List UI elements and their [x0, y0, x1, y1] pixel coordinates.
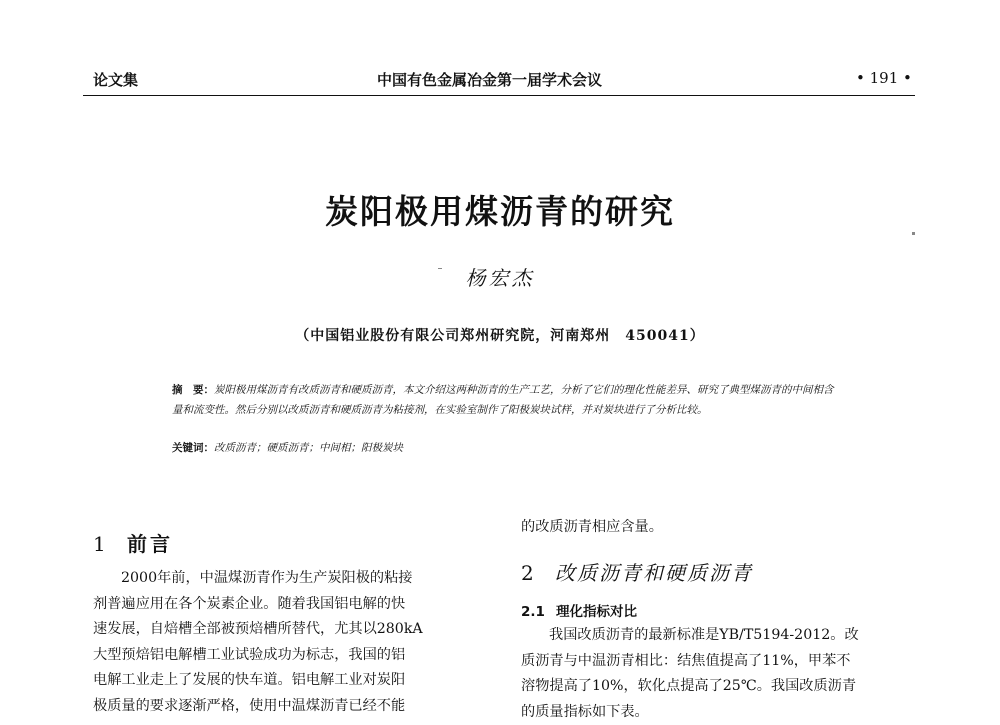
abstract-text: 炭阳极用煤沥青有改质沥青和硬质沥青，本文介绍这两种沥青的生产工艺，分析了它们的理化性能差异、研究了典型煤沥青的中间相含量和流变性。然后分别以改质沥青和硬质沥青为粘接剂，在实验室制作了阳极炭块试样，并对炭块进行了分析比较。	[172, 384, 834, 416]
section-2-heading	[521, 557, 753, 586]
body-line: 电解工业走上了发展的快车道。铝电解工业对炭阳	[93, 668, 493, 694]
running-header-conference: 中国有色金属冶金第一届学术会议	[377, 69, 602, 90]
body-line: 速发展，自焙槽全部被预焙槽所替代，尤其以280kA	[93, 617, 493, 643]
section-title: 前言	[127, 532, 173, 556]
subsection-2-1-heading	[521, 600, 637, 620]
body-line: 大型预焙铝电解槽工业试验成功为标志，我国的铝	[93, 643, 493, 669]
body-line: 溶物提高了10%，软化点提高了25℃。我国改质沥青	[521, 674, 913, 700]
body-line: 我国改质沥青的最新标准是YB/T5194-2012。改	[521, 623, 913, 649]
body-line: 极质量的要求逐渐严格，使用中温煤沥青已经不能	[93, 694, 493, 720]
body-line: 剂普遍应用在各个炭素企业。随着我国铝电解的快	[93, 592, 493, 618]
section-number: 2	[521, 561, 555, 585]
article-author: 杨宏杰	[0, 262, 1000, 291]
body-line: 的质量指标如下表。	[521, 700, 913, 725]
right-column-body	[521, 623, 913, 725]
body-line: 质沥青与中温沥青相比：结焦值提高了11%，甲苯不	[521, 649, 913, 675]
subsection-title: 理化指标对比	[556, 604, 637, 620]
body-line: 2000年前，中温煤沥青作为生产炭阳极的粘接	[93, 566, 493, 592]
header-rule	[83, 95, 915, 96]
subsection-number: 2.1	[521, 604, 556, 620]
section-number: 1	[93, 532, 127, 556]
continuation-line: 的改质沥青相应含量。	[521, 515, 663, 541]
keywords	[172, 440, 403, 455]
abstract	[172, 380, 834, 420]
section-title: 改质沥青和硬质沥青	[555, 561, 753, 585]
article-title: 炭阳极用煤沥青的研究	[0, 186, 1000, 233]
left-column-body	[93, 566, 493, 719]
abstract-label: 摘 要：	[172, 384, 214, 396]
running-header-left: 论文集	[93, 69, 138, 90]
page-number: • 191 •	[856, 69, 912, 87]
keywords-label: 关键词：	[172, 442, 214, 454]
keywords-text: 改质沥青；硬质沥青；中间相；阳极炭块	[214, 442, 403, 454]
article-affiliation: （中国铝业股份有限公司郑州研究院，河南郑州 450041）	[0, 325, 1000, 345]
section-1-heading	[93, 528, 173, 557]
